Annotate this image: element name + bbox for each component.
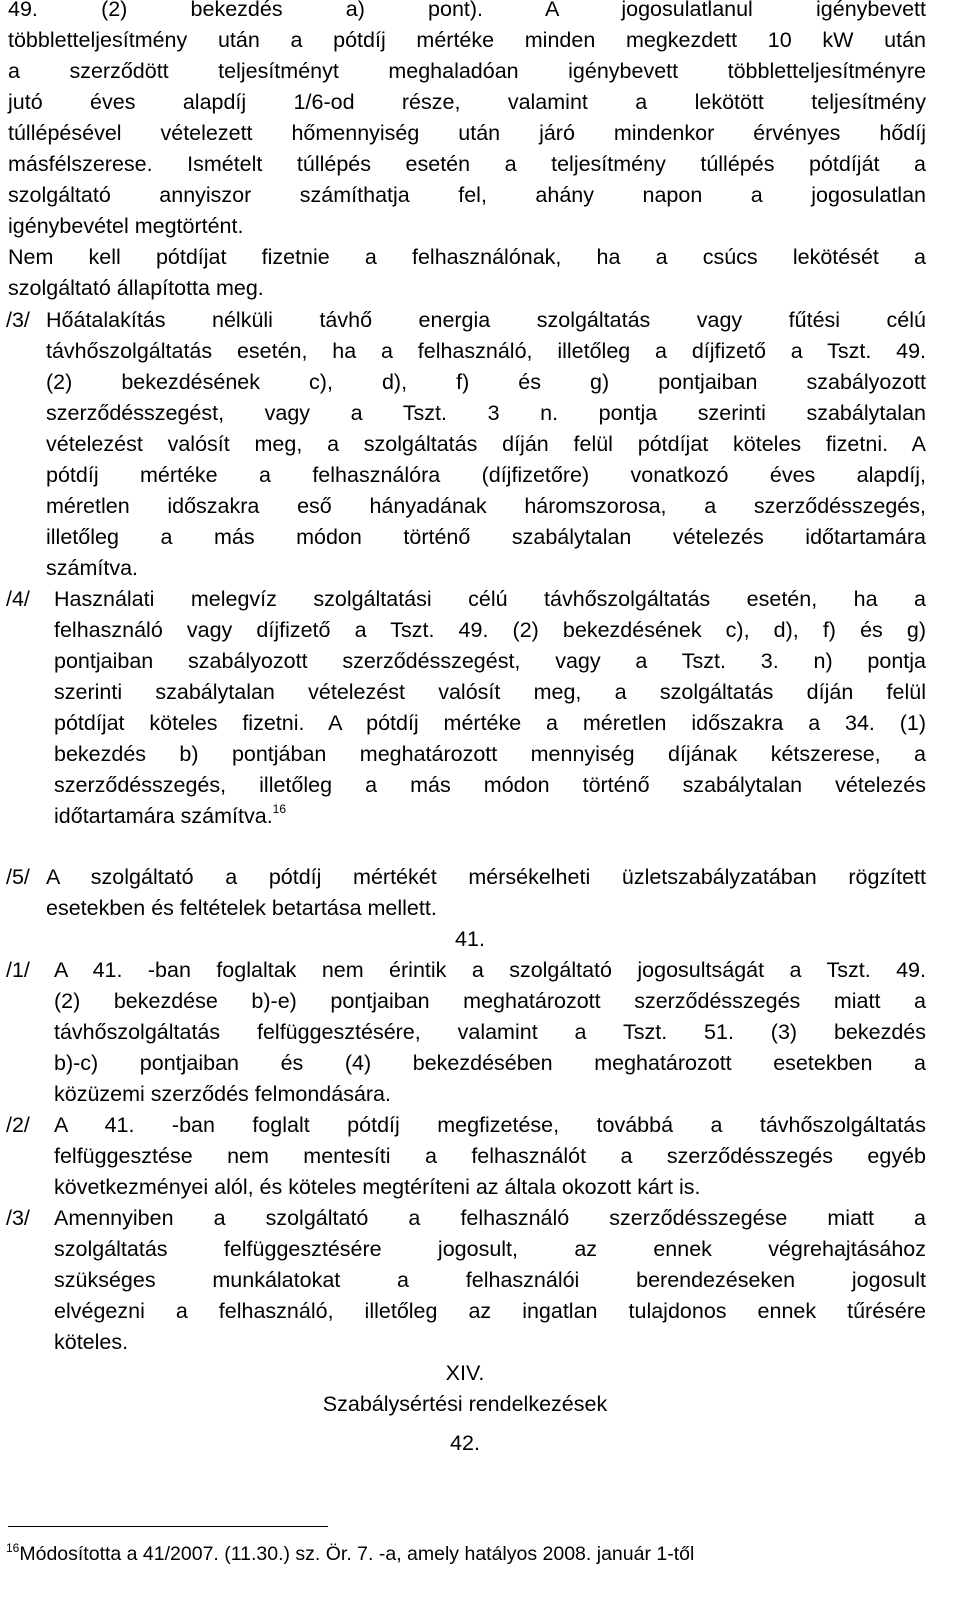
s41-para1-line: távhőszolgáltatás felfüggesztésére, valamint a Tszt. 51. (3) bekezdés [54,1020,926,1044]
para4-line-text: időtartamára számítva. [54,804,273,828]
s41-para3-line: szükséges munkálatokat a felhasználói berendezéseken jogosult [54,1268,926,1292]
section-41-heading: 41. [455,927,485,951]
s41-para1-line: (2) bekezdése b)-e) pontjaiban meghatározott szerződésszegés miatt a [54,989,926,1013]
section-42-heading: 42. [450,1431,480,1455]
s41-para1-line: A 41. -ban foglaltak nem érintik a szolgáltató jogosultságát a Tszt. 49. [54,958,926,982]
para4-line: felhasználó vagy díjfizető a Tszt. 49. (2) bekezdésének c), d), f) és g) [54,618,926,642]
intro-line: igénybevétel megtörtént. [8,214,244,238]
para4-line: bekezdés b) pontjában meghatározott mennyiség díjának kétszerese, a [54,742,926,766]
para5-marker: /5/ [6,865,30,889]
intro-line: szolgáltató annyiszor számíthatja fel, ahány napon a jogosulatlan [8,183,926,207]
para5-line: A szolgáltató a pótdíj mértékét mérsékelheti üzletszabályzatában rögzített [46,865,926,889]
s41-para2-marker: /2/ [6,1113,30,1137]
para4-line: Használati melegvíz szolgáltatási célú távhőszolgáltatás esetén, ha a [54,587,926,611]
footnote-text: Módosította a 41/2007. (11.30.) sz. Ör. 7. -a, amely hatályos 2008. január 1-től [19,1543,695,1565]
s41-para3-line: köteles. [54,1330,129,1354]
para3-line: pótdíj mértéke a felhasználóra (díjfizetőre) vonatkozó éves alapdíj, [46,463,926,487]
intro-line: túllépésével vételezett hőmennyiség után járó mindenkor érvényes hődíj [8,121,926,145]
para3-marker: /3/ [6,308,30,332]
chapter-number: XIV. [445,1361,485,1385]
s41-para2-line: A 41. -ban foglalt pótdíj megfizetése, továbbá a távhőszolgáltatás [54,1113,926,1137]
intro-line: másfélszerese. Ismételt túllépés esetén a teljesítmény túllépés pótdíját a [8,152,926,176]
para3-line: számítva. [46,556,138,580]
para5-line: esetekben és feltételek betartása mellett. [46,896,437,920]
s41-para3-line: Amennyiben a szolgáltató a felhasználó szerződésszegése miatt a [54,1206,926,1230]
para4-line: szerinti szabálytalan vételezést valósít meg, a szolgáltatás díján felül [54,680,926,704]
s41-para2-line: felfüggesztése nem mentesíti a felhasználót a szerződésszegés egyéb [54,1144,926,1168]
intro-line: Nem kell pótdíjat fizetnie a felhasználónak, ha a csúcs lekötését a [8,245,926,269]
s41-para1-line: b)-c) pontjaiban és (4) bekezdésében meghatározott esetekben a [54,1051,926,1075]
para4-line: szerződésszegés, illetőleg a más módon történő szabálytalan vételezés [54,773,926,797]
intro-line: jutó éves alapdíj 1/6-od része, valamint a lekötött teljesítmény [8,90,926,114]
s41-para2-line: következményei alól, és köteles megtéríteni az általa okozott kárt is. [54,1175,701,1199]
para3-line: méretlen időszakra eső hányadának háromszorosa, a szerződésszegés, [46,494,926,518]
para3-line: (2) bekezdésének c), d), f) és g) pontjaiban szabályozott [46,370,926,394]
para3-line: illetőleg a más módon történő szabálytalan vételezés időtartamára [46,525,926,549]
s41-para3-marker: /3/ [6,1206,30,1230]
footnote-divider [8,1526,328,1527]
para3-line: Hőátalakítás nélküli távhő energia szolgáltatás vagy fűtési célú [46,308,926,332]
para4-line: pótdíjat köteles fizetni. A pótdíj mértéke a méretlen időszakra a 34. (1) [54,711,926,735]
para3-line: szerződésszegést, vagy a Tszt. 3 n. pontja szerinti szabálytalan [46,401,926,425]
s41-para1-line: közüzemi szerződés felmondására. [54,1082,391,1106]
para3-line: vételezést valósít meg, a szolgáltatás díján felül pótdíjat köteles fizetni. A [46,432,926,456]
footnote-ref[interactable]: 16 [272,802,287,816]
para4-line-last [54,801,286,835]
s41-para3-line: elvégezni a felhasználó, illetőleg az ingatlan tulajdonos ennek tűrésére [54,1299,926,1323]
intro-line: többletteljesítmény után a pótdíj mértéke minden megkezdett 10 kW után [8,28,926,52]
footnote-number: 16 [6,1541,20,1555]
s41-para3-line: szolgáltatás felfüggesztésére jogosult, az ennek végrehajtásához [54,1237,926,1261]
chapter-title: Szabálysértési rendelkezések [322,1392,608,1416]
s41-para1-marker: /1/ [6,958,30,982]
para3-line: távhőszolgáltatás esetén, ha a felhasználó, illetőleg a díjfizető a Tszt. 49. [46,339,926,363]
intro-line: 49. (2) bekezdés a) pont). A jogosulatlanul igénybevett [8,0,926,21]
para4-marker: /4/ [6,587,30,611]
para4-line: pontjaiban szabályozott szerződésszegést, vagy a Tszt. 3. n) pontja [54,649,926,673]
intro-line: szolgáltató állapította meg. [8,276,264,300]
footnote [6,1540,694,1570]
intro-line: a szerződött teljesítményt meghaladóan igénybevett többletteljesítményre [8,59,926,83]
